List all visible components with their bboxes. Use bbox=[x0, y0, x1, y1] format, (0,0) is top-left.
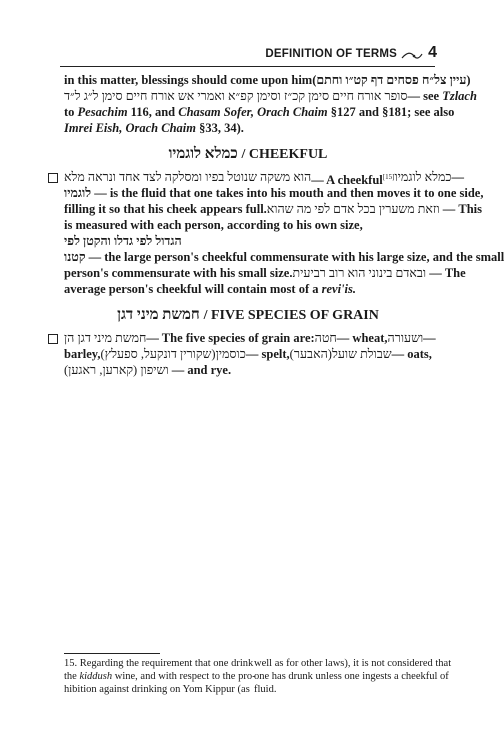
entry-cheekful: הוא משקה שנוטל בפיו ומסלקה לצד אחד ונראה מלא — A cheekful[15] כמלא לוגמיו — לוגמיו — is the fluid that one takes into his mouth and then moves it to one side, filling it so that his cheek appears full. וזאת משערין בכל אדם לפי מה שהוא — This is measured with each person, according to his own size, הגדול לפי גדלו והקטן לפי קטנו — the large person's cheekful commensurate with his large size, and the small person's commensurate with his small size. ובאדם בינוני הוא רוב רביעית — The average person's cheekful will contain most of a revi'is. bbox=[64, 169, 432, 297]
page-number: 4 bbox=[428, 44, 437, 61]
footnote-rule bbox=[64, 653, 160, 654]
checkbox-icon bbox=[48, 334, 58, 344]
footnote-column-left: 15. Regarding the requirement that one drink the kiddush wine, and with respect to the pro- hibition against drinking on Yom Kippur (as bbox=[64, 658, 256, 695]
checkbox-icon bbox=[48, 173, 58, 183]
section-heading-five-species: חמשת מיני דגן / FIVE SPECIES OF GRAIN bbox=[117, 307, 379, 323]
intro-line-4: Imrei Eish, Orach Chaim §33, 34). bbox=[64, 121, 244, 135]
footnote-column-right: well as for other laws), it is not considered that one has drunk unless one ingests a cheekful of fluid. bbox=[254, 658, 452, 695]
header-rule bbox=[60, 66, 435, 67]
intro-line-1: in this matter, blessings should come upon him (עיין צל״ח פסחים דף קט״ו וחתם) bbox=[64, 73, 471, 87]
intro-line-3: to Pesachim 116, and Chasam Sofer, Orach Chaim §127 and §181; see also bbox=[64, 105, 455, 119]
footnote-15 bbox=[64, 657, 452, 696]
entry-five-species: חמשת מיני דגן הן — The five species of grain are: חטה — wheat, ושעורה — barley, (שקורין דונקעל, ספעלץ) כוסמין — spelt, (האבער) שבולת שועל — oats, ושיפון (קארען, ראגען) — and rye. bbox=[64, 330, 432, 378]
intro-line-2: סופר אורח חיים סימן קכ״ז וסימן קפ״א ואמרי אש אורח חיים סימן ל״ג ל״ד — see Tzlach bbox=[64, 89, 477, 103]
section-heading-cheekful: כמלא לוגמיו / CHEEKFUL bbox=[168, 146, 328, 162]
fleuron-ornament-icon bbox=[401, 50, 423, 62]
main-text bbox=[64, 72, 504, 378]
running-title: DEFINITION OF TERMS bbox=[265, 48, 397, 60]
